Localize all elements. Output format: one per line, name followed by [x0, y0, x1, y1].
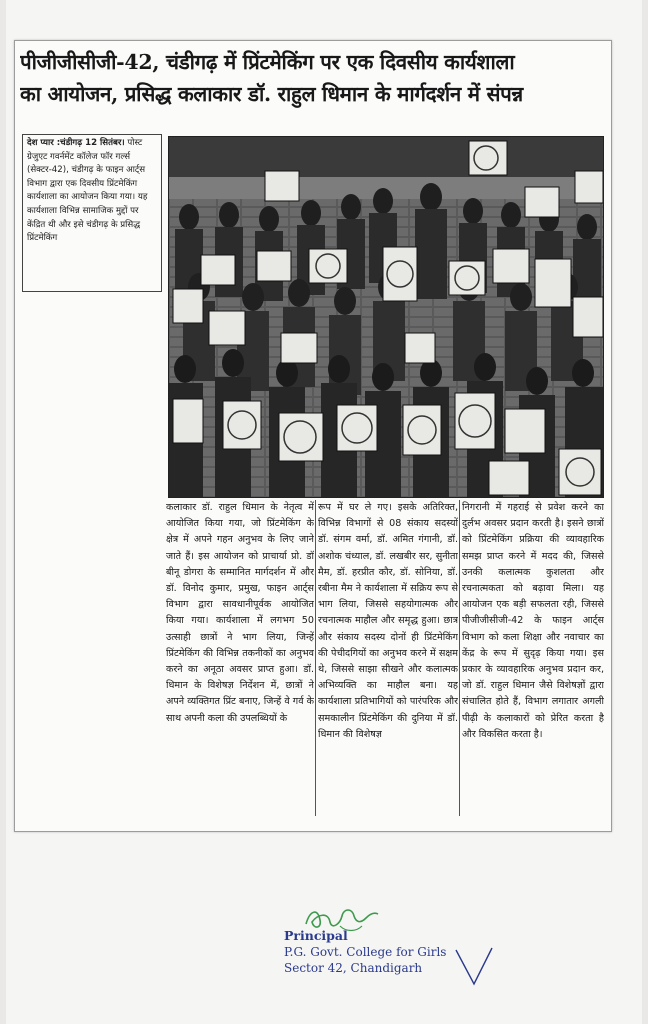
workshop-group-photo [168, 136, 604, 498]
intro-text: पोस्ट ग्रेजुएट गवर्नमेंट कॉलेज फॉर गर्ल्स (सेक्टर-42), चंडीगढ़ के फाइन आर्ट्स विभाग द्वारा एक दिवसीय प्रिंटमेकिंग कार्यशाला का आयोजन किया गया। यह कार्यशाला विभिन्न सामाजिक मुद्दों पर केंद्रित थी और इसे चंडीगढ़ के प्रसिद्ध प्रिंटमेकिंग [27, 138, 148, 244]
stamp-institution: P.G. Govt. College for Girls [284, 945, 447, 959]
group-photo-illustration [169, 137, 603, 497]
headline-line-2: का आयोजन, प्रसिद्ध कलाकार डॉ. राहुल धिमान के मार्गदर्शन में संपन्न [20, 82, 523, 106]
pen-check-mark [452, 944, 496, 990]
intro-box [22, 134, 162, 292]
column-divider [459, 500, 460, 816]
article-column-3: निगरानी में गहराई से प्रवेश करने का दुर्लभ अवसर प्रदान करती है। इसने छात्रों को प्रिंटमेकिंग प्रक्रिया की व्यावहारिक समझ प्राप्त करने में मदद की, जिससे उनकी कलात्मक कुशलता और रचनात्मकता को बढ़ावा मिला। यह आयोजन एक बड़ी सफलता रही, जिससे पीजीजीसीजी-42 के फाइन आर्ट्स विभाग को कला शिक्षा और नवाचार का केंद्र के रूप में सुदृढ़ किया गया। इस प्रकार के व्यावहारिक अनुभव प्रदान कर, जो डॉ. राहुल धिमान जैसे विशेषज्ञों द्वारा संचालित होते हैं, विभाग लगातार अगली पीढ़ी के कलाकारों को प्रेरित करता है और विकसित करता है। [462, 502, 604, 740]
column-divider [315, 500, 316, 816]
stamp-address: Sector 42, Chandigarh [284, 961, 423, 975]
article-column-2: रूप में घर ले गए। इसके अतिरिक्त, विभिन्न विभागों से 08 संकाय सदस्यों डॉ. संगम वर्मा, डॉ. अमित गंगानी, डॉ. अशोक चंध्याल, डॉ. लखबीर सर, सुनीता मैम, डॉ. हरप्रीत कौर, डॉ. सोनिया, डॉ. रबीना मैम ने कार्यशाला में सक्रिय रूप से भाग लिया, जिससे सहयोगात्मक और रचनात्मक माहौल और समृद्ध हुआ। छात्र और संकाय सदस्य दोनों ही प्रिंटमेकिंग की पेचीदगियों का अनुभव करने में सक्षम थे, जिससे साझा सीखने और कलात्मक अभिव्यक्ति का माहौल बना। यह कार्यशाला प्रतिभागियों को पारंपरिक और समकालीन प्रिंटमेकिंग की दुनिया में डॉ. धिमान की विशेषज्ञ [318, 502, 458, 740]
headline [20, 46, 606, 110]
article-column-1: कलाकार डॉ. राहुल धिमान के नेतृत्व में आयोजित किया गया, जो प्रिंटमेकिंग के क्षेत्र में अपने गहन अनुभव के लिए जाने जाते हैं। इस आयोजन को प्राचार्या प्रो. डॉ बीनू डोगरा के सम्मानित मार्गदर्शन में और डॉ. विनोद कुमार, प्रमुख, फाइन आर्ट्स विभाग द्वारा सावधानीपूर्वक आयोजित किया गया। कार्यशाला में लगभग 50 उत्साही छात्रों ने भाग लिया, जिन्हें प्रिंटमेकिंग की विभिन्न तकनीकों का अनुभव करने का अनूठा अवसर प्राप्त हुआ। डॉ. धिमान के विशेषज्ञ निर्देशन में, छात्रों ने अपने व्यक्तिगत प्रिंट बनाए, जिन्हें वे गर्व के साथ अपनी कला की उपलब्धियों के [166, 502, 314, 724]
dateline: देश प्यार :चंडीगढ़ 12 सितंबर। [27, 138, 125, 148]
stamp-title: Principal [284, 928, 348, 943]
headline-line-1: पीजीजीसीजी-42, चंडीगढ़ में प्रिंटमेकिंग पर एक दिवसीय कार्यशाला [20, 50, 515, 74]
